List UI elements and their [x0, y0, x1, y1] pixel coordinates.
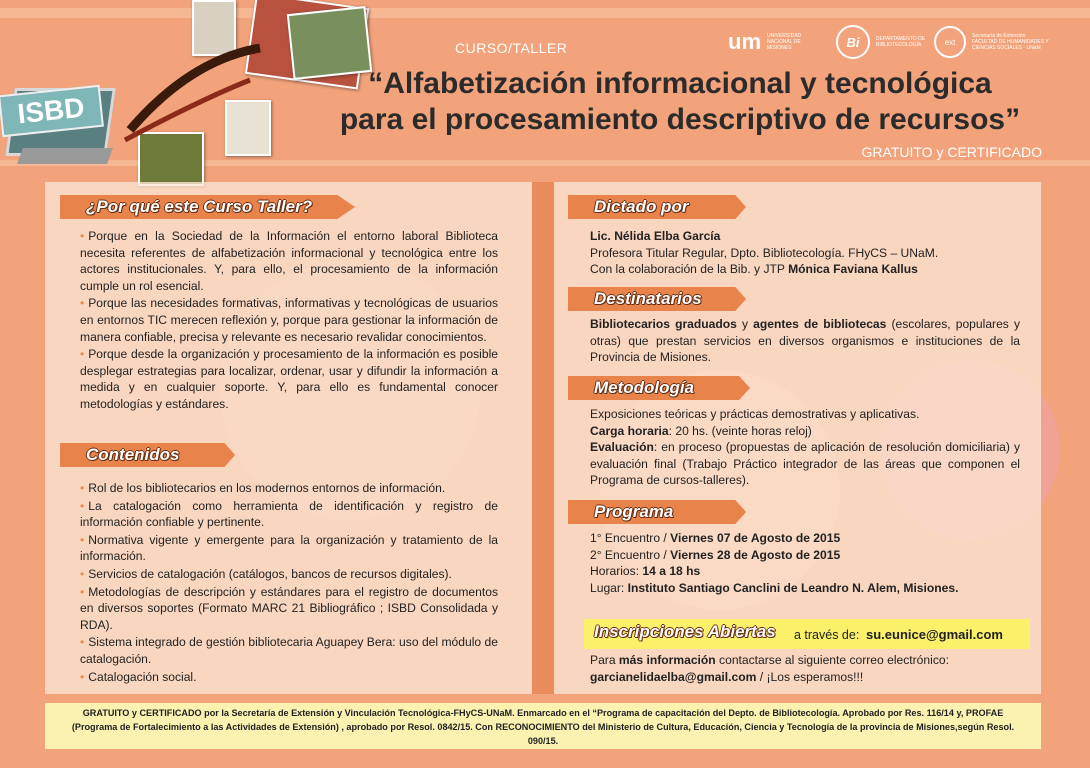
audience-heading: Destinatarios	[568, 287, 702, 311]
registration-email[interactable]: su.eunice@gmail.com	[866, 627, 1003, 642]
method-text: Exposiciones teóricas y prácticas demostrativas y aplicativas. Carga horaria: 20 hs. (veinte horas reloj) Evaluación: en proceso (propuestas de aplicación de resolución domiciliaria) y evaluación final (Trabajo Práctico integrador de las áreas que componen el Programa de cursos-talleres).	[590, 407, 1020, 488]
page-title: “Alfabetización informacional y tecnológica para el procesamiento descriptivo de recursos”	[339, 67, 1021, 136]
bibliotecologia-logo: Bi DEPARTAMENTO DE BIBLIOTECOLOGÍA	[836, 22, 934, 62]
contact-text: Para más información contactarse al siguiente correo electrónico: garcianelidaelba@gmail.com / ¡Los esperamos!!!	[590, 653, 949, 684]
list-item: • Rol de los bibliotecarios en los modernos entornos de información.	[80, 481, 446, 495]
list-item: • Servicios de catalogación (catálogos, bancos de recursos digitales).	[80, 566, 452, 581]
list-item: • Porque en la Sociedad de la Información el entorno laboral Biblioteca necesita referentes de alfabetización informacional y tecnológica entre los actores institucionales. Y, para ello, el procesamiento de la información cumple un rol esencial.	[80, 229, 498, 293]
taught-by-heading: Dictado por	[568, 195, 688, 219]
taught-by-block	[590, 228, 1020, 278]
course-label: CURSO/TALLER	[455, 40, 568, 56]
header	[0, 0, 1090, 180]
method-heading: Metodología	[568, 376, 694, 400]
list-item: • Porque las necesidades formativas, informativas y tecnológicas de usuarios en entornos TIC merecen reflexión y, porque para gestionar la información de manera confiable, precisa y relevante es necesario revalidar conocimientos.	[80, 296, 498, 344]
contact-email[interactable]: garcianelidaelba@gmail.com	[590, 669, 757, 684]
list-item: • Porque desde la organización y procesamiento de la información es posible desplegar estrategias para localizar, ordenar, usar y difundir la información a medida y en cualquier soporte. Y, para ello es fundamental conocer metodologías y estándares.	[80, 347, 498, 411]
program-text: 1° Encuentro / Viernes 07 de Agosto de 2015 2° Encuentro / Viernes 28 de Agosto de 2015 Horarios: 14 a 18 hs Lugar: Instituto Santiago Canclini de Leandro N. Alem, Misiones.	[590, 531, 959, 595]
free-certified-note: GRATUITO y CERTIFICADO	[861, 144, 1042, 160]
arrow-graphic	[120, 40, 270, 150]
contents-heading: Contenidos	[60, 443, 180, 467]
audience-text: Bibliotecarios graduados y agentes de bibliotecas (escolares, populares y otras) que prestan servicios en diversos organismos e instituciones de la Provincia de Misiones.	[590, 317, 1020, 365]
list-item: • Normativa vigente y emergente para la organización y tratamiento de la información.	[80, 532, 498, 564]
column-divider	[532, 182, 554, 694]
isbd-label: ISBD	[0, 85, 104, 137]
list-item: • La catalogación como herramienta de identificación y registro de información confiable y pertinente.	[80, 498, 498, 530]
instructor-role: Profesora Titular Regular, Dpto. Bibliotecología. FHyCS – UNaM.	[590, 245, 939, 260]
why-heading: ¿Por qué este Curso Taller?	[60, 195, 312, 219]
unam-logo: um UNIVERSIDAD NACIONAL DE MISIONES	[728, 29, 802, 54]
footer-note: GRATUITO y CERTIFICADO por la Secretaría de Extensión y Vinculación Tecnológica-FHyCS-UNaM. Enmarcado en el “Programa de capacitación del Depto. de Bibliotecología. Aprobado por Res. 116/14 y, PROFAE (Programa de Fortalecimiento a las Actividades de Extensión) , aprobado por Resol. 0842/15. Con RECONOCIMIENTO del Ministerio de Cultura, Educación, Ciencia y Tecnología de la provincia de Misiones,según Resol. 090/15.	[45, 703, 1041, 749]
instructor-name: Lic. Nélida Elba García	[590, 229, 721, 243]
logos	[728, 22, 1058, 62]
why-list	[80, 228, 498, 414]
collaborator-line: Con la colaboración de la Bib. y JTP Mónica Faviana Kallus	[590, 262, 918, 277]
registration-bar: Inscripciones Abiertas a través de: su.eunice@gmail.com	[584, 619, 1030, 649]
list-item: • Sistema integrado de gestión bibliotecaria Aguapey Bera: uso del módulo de catalogación.	[80, 635, 498, 666]
list-item: • Catalogación social.	[80, 669, 197, 684]
contents-list	[80, 480, 498, 686]
extension-logo: ext Secretaría de Extensión FACULTAD DE HUMANIDADES Y CIENCIAS SOCIALES - UNaM	[934, 22, 1052, 62]
list-item: • Metodologías de descripción y estándares para el registro de documentos en diversos soportes (Formato MARC 21 Bibliográfico ; ISBD Consolidada y RDA).	[80, 584, 498, 632]
program-heading: Programa	[568, 500, 673, 524]
